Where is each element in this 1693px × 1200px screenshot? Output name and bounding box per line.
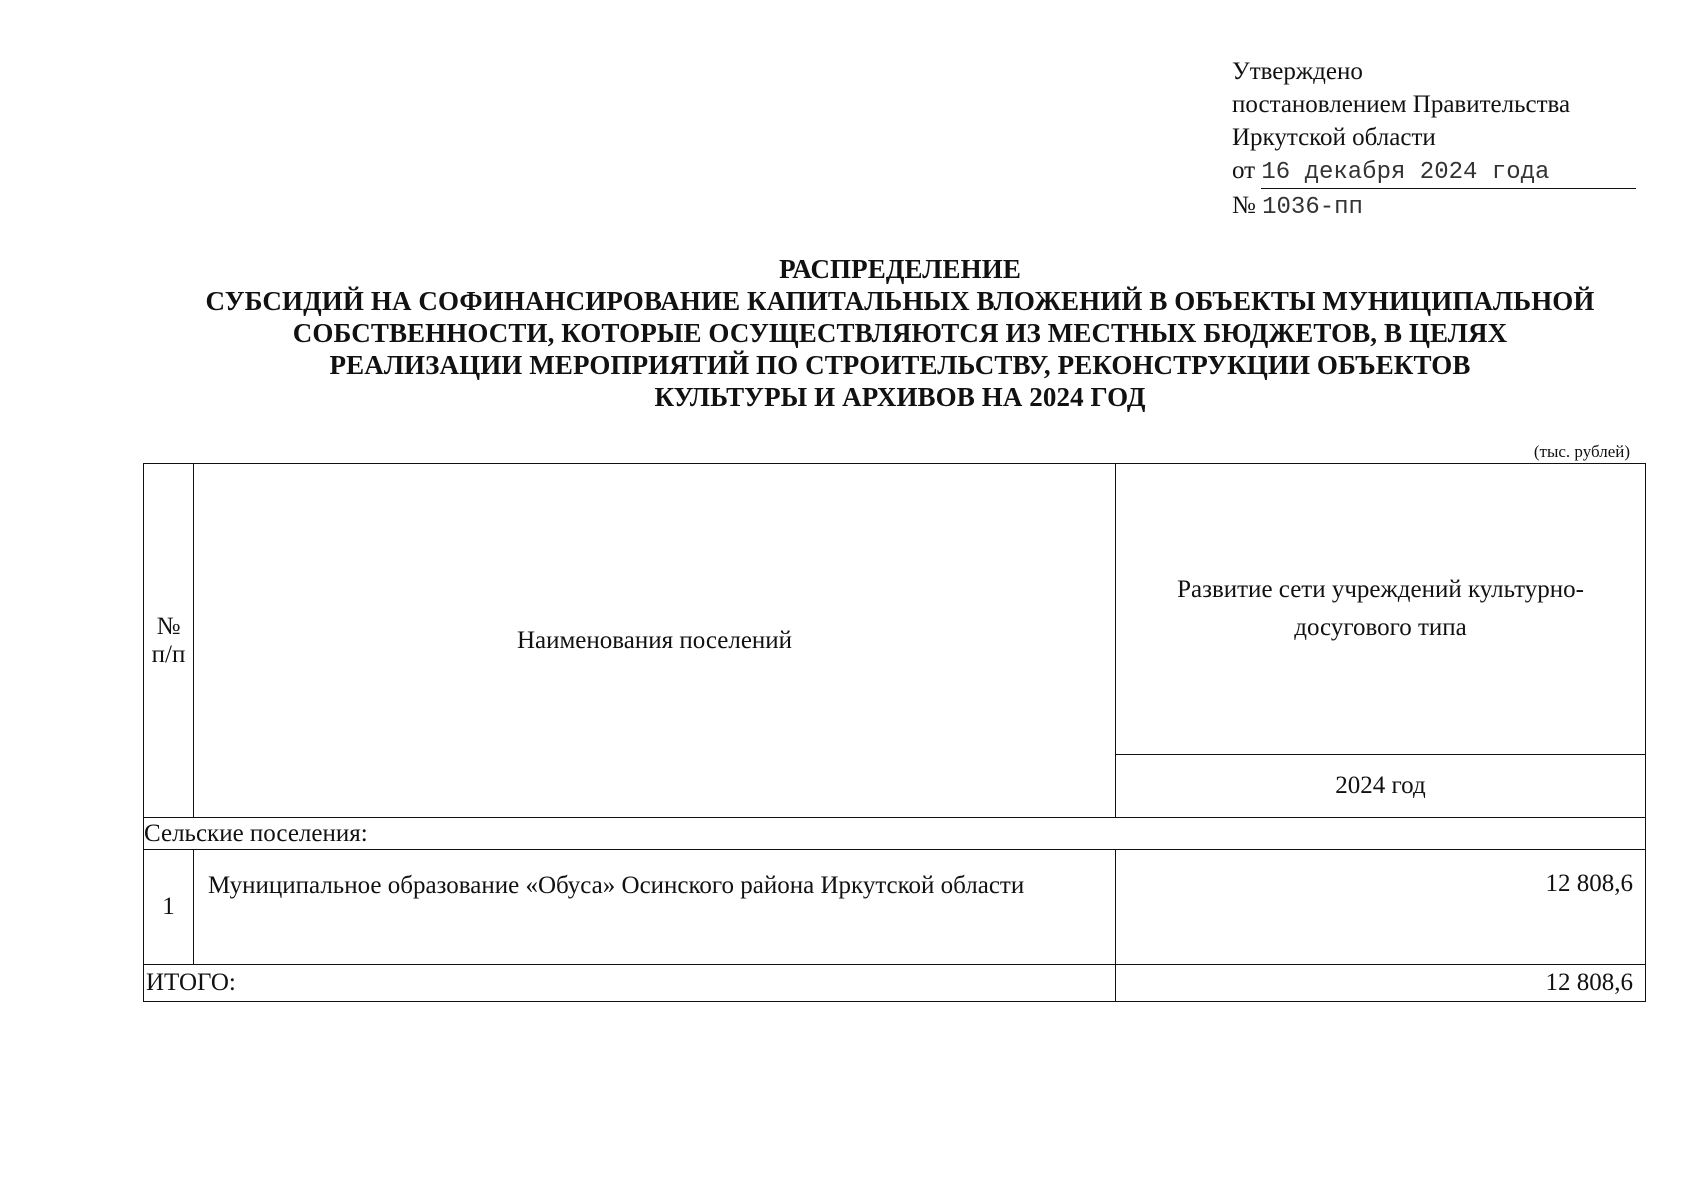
approval-number-line [1232, 189, 1652, 224]
row-num: 1 [144, 850, 194, 965]
section-label: Сельские поселения: [144, 818, 1646, 850]
header-name: Наименования поселений [194, 464, 1116, 818]
header-year: 2024 год [1116, 755, 1646, 818]
approval-date-prefix: от [1232, 157, 1256, 184]
header-num: № п/п [144, 464, 194, 818]
document-title [140, 253, 1660, 413]
approval-line-3: Иркутской области [1232, 124, 1436, 151]
approval-date-value: 16 декабря 2024 года [1261, 159, 1550, 186]
total-label: ИТОГО: [144, 965, 1116, 1002]
total-row [144, 965, 1646, 1002]
total-value: 12 808,6 [1116, 965, 1646, 1002]
section-row [144, 818, 1646, 850]
distribution-table [143, 463, 1646, 1002]
approval-number-value: 1036-пп [1262, 194, 1363, 221]
header-value-group [1116, 464, 1646, 755]
title-line-1: РАСПРЕДЕЛЕНИЕ [779, 254, 1021, 284]
approval-line-2: постановлением Правительства [1232, 91, 1571, 118]
approval-date-field [1261, 155, 1636, 189]
table-header-row [144, 464, 1646, 755]
title-line-4: РЕАЛИЗАЦИИ МЕРОПРИЯТИЙ ПО СТРОИТЕЛЬСТВУ, РЕКОНСТРУКЦИИ ОБЪЕКТОВ [329, 350, 1471, 380]
row-value: 12 808,6 [1116, 850, 1646, 965]
title-line-3: СОБСТВЕННОСТИ, КОТОРЫЕ ОСУЩЕСТВЛЯЮТСЯ ИЗ МЕСТНЫХ БЮДЖЕТОВ, В ЦЕЛЯХ [292, 318, 1508, 348]
units-label: (тыс. рублей) [1533, 442, 1630, 461]
approval-line-1: Утверждено [1232, 58, 1363, 85]
title-line-2: СУБСИДИЙ НА СОФИНАНСИРОВАНИЕ КАПИТАЛЬНЫХ ВЛОЖЕНИЙ В ОБЪЕКТЫ МУНИЦИПАЛЬНОЙ [205, 286, 1595, 316]
title-line-5: КУЛЬТУРЫ И АРХИВОВ НА 2024 ГОД [654, 382, 1146, 412]
header-value-group-text: Развитие сети учреждений культурно-досугового типа [1177, 576, 1584, 641]
approval-date-line [1232, 154, 1652, 189]
approval-number-prefix: № [1232, 192, 1256, 219]
row-name: Муниципальное образование «Обуса» Осинского района Иркутской области [194, 850, 1116, 965]
table-row [144, 850, 1646, 965]
approval-block [1232, 55, 1652, 224]
